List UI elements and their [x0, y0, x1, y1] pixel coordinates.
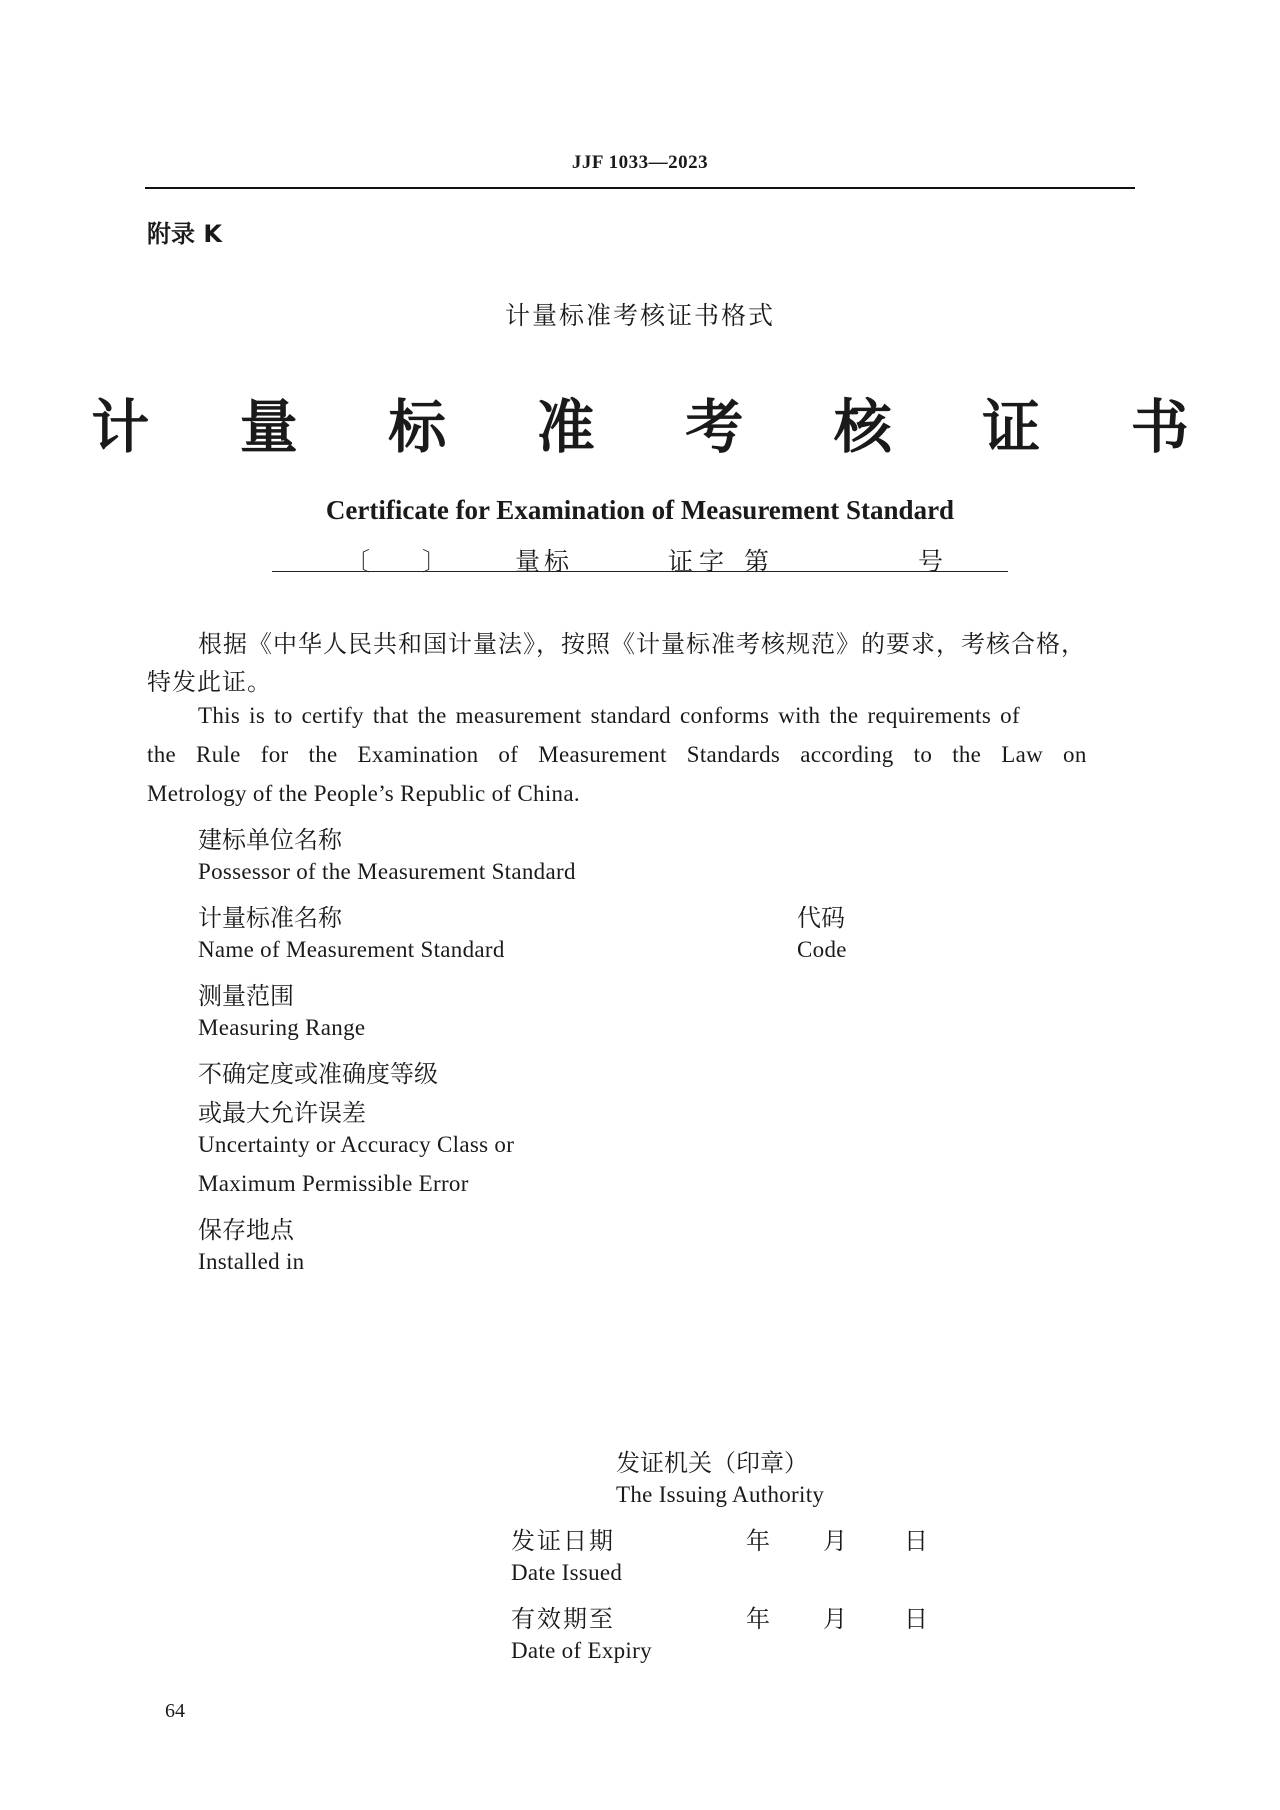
number-bracket-open: 〔 [345, 547, 371, 576]
expiry-month-label: 月 [823, 1605, 847, 1633]
certificate-title-cn: 计 量 标 准 考 核 证 书 [91, 395, 1227, 460]
header-rule [145, 187, 1135, 189]
issuing-authority-label-en: The Issuing Authority [616, 1482, 825, 1507]
certificate-format-title: 计量标准考核证书格式 [504, 301, 775, 330]
intro-cn-line-2: 特发此证。 [147, 668, 272, 696]
intro-en-line-1: This is to certify that the measurement standard conforms with the requirements of [198, 703, 1020, 728]
uncertainty-label-cn-1: 不确定度或准确度等级 [198, 1060, 438, 1088]
measuring-range-label-en: Measuring Range [198, 1015, 366, 1040]
intro-en-line-3: Metrology of the People’s Republic of China. [147, 781, 580, 806]
expiry-day-label: 日 [904, 1605, 928, 1633]
page-number: 64 [165, 1700, 185, 1722]
appendix-label: 附录 K [147, 220, 222, 248]
expiry-label-cn: 有效期至 [511, 1605, 615, 1633]
intro-en-line-2: the Rule for the Examination of Measurement Standards according to the Law on [147, 742, 1087, 767]
expiry-year-label: 年 [746, 1605, 770, 1633]
possessor-label-en: Possessor of the Measurement Standard [198, 859, 576, 884]
number-zhengzi: 证字 第 [668, 547, 775, 576]
date-issued-label-en: Date Issued [511, 1560, 623, 1585]
measuring-range-label-cn: 测量范围 [198, 982, 294, 1010]
possessor-label-cn: 建标单位名称 [198, 826, 342, 854]
date-issued-label-cn: 发证日期 [511, 1527, 615, 1555]
code-label-cn: 代码 [797, 904, 845, 932]
location-label-cn: 保存地点 [198, 1216, 294, 1244]
number-liangbiao: 量标 [515, 547, 574, 576]
standard-code: JJF 1033—2023 [571, 152, 709, 173]
date-issued-day-label: 日 [904, 1527, 928, 1555]
certificate-title-en: Certificate for Examination of Measurement Standard [325, 495, 955, 525]
date-issued-month-label: 月 [823, 1527, 847, 1555]
number-bracket-close: 〕 [422, 547, 448, 576]
code-label-en: Code [797, 937, 847, 962]
location-label-en: Installed in [198, 1249, 305, 1274]
expiry-label-en: Date of Expiry [511, 1638, 652, 1663]
standard-name-label-cn: 计量标准名称 [198, 904, 342, 932]
certificate-number-rule [272, 571, 1008, 572]
uncertainty-label-cn-2: 或最大允许误差 [198, 1099, 366, 1127]
uncertainty-label-en-1: Uncertainty or Accuracy Class or [198, 1132, 515, 1157]
issuing-authority-label-cn: 发证机关（印章） [616, 1449, 808, 1477]
date-issued-year-label: 年 [746, 1527, 770, 1555]
number-hao: 号 [918, 547, 944, 576]
standard-name-label-en: Name of Measurement Standard [198, 937, 505, 962]
uncertainty-label-en-2: Maximum Permissible Error [198, 1171, 469, 1196]
intro-cn-line-1: 根据《中华人民共和国计量法》，按照《计量标准考核规范》的要求，考核合格， [198, 630, 1086, 658]
